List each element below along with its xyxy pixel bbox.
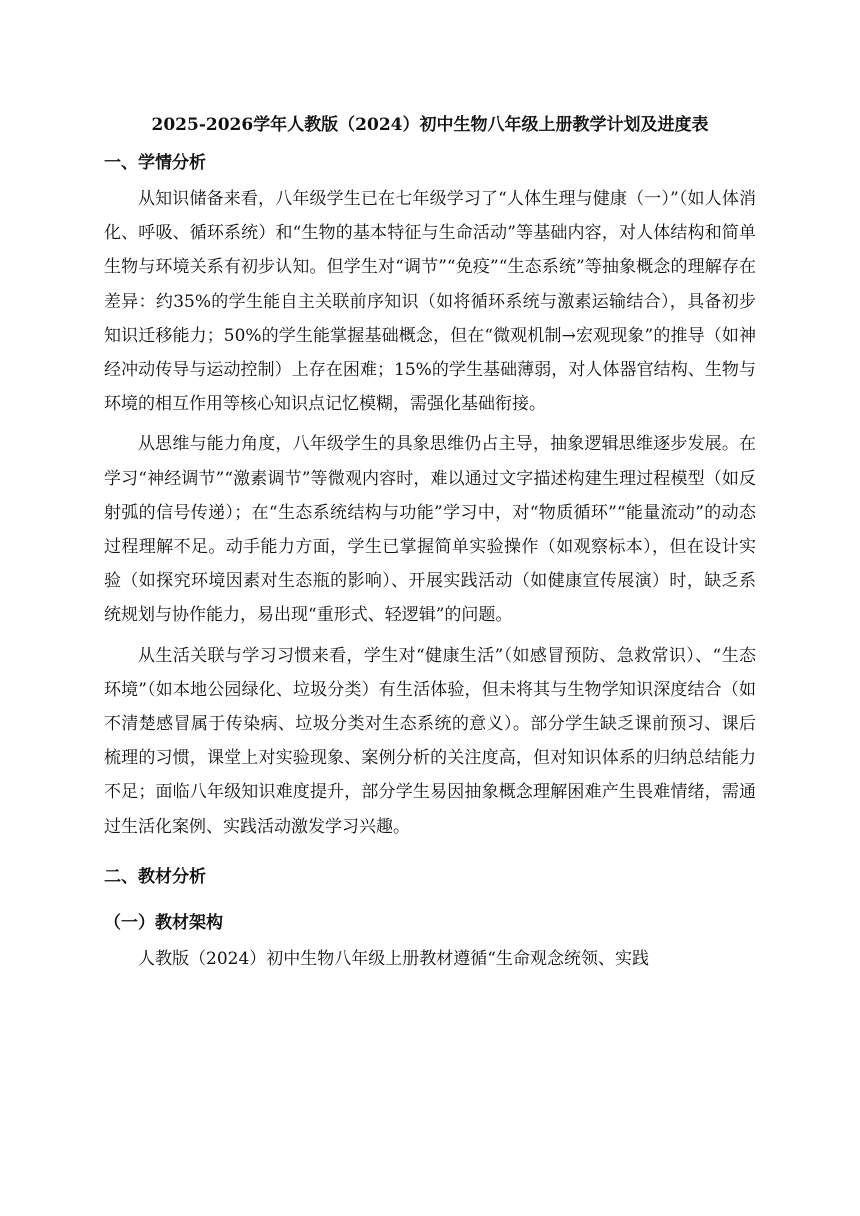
document-page (104, 108, 756, 976)
paragraph-textbook-structure: 人教版（2024）初中生物八年级上册教材遵循“生命观念统领、实践 (138, 948, 649, 969)
paragraph-life-habits: 从生活关联与学习习惯来看，学生对“健康生活”（如感冒预防、急救常识）、“生态环境”（如本地公园绿化、垃圾分类）有生活体验，但未将其与生物学知识深度结合（如不清楚感冒属于传染病、垃圾分类对生态系统的意义）。部分学生缺乏课前预习、课后梳理的习惯，课堂上对实验现象、案例分析的关注度高，但对知识体系的归纳总结能力不足；面临八年级知识难度提升，部分学生易因抽象概念理解困难产生畏难情绪，需通过生活化案例、实践活动激发学习兴趣。 (104, 645, 756, 837)
paragraph-knowledge-base: 从知识储备来看，八年级学生已在七年级学习了“人体生理与健康（一）”（如人体消化、呼吸、循环系统）和“生物的基本特征与生命活动”等基础内容，对人体结构和简单生物与环境关系有初步认知。但学生对“调节”“免疫”“生态系统”等抽象概念的理解存在差异：约35%的学生能自主关联前序知识（如将循环系统与激素运输结合），具备初步知识迁移能力；50%的学生能掌握基础概念，但在“微观机制→宏观现象”的推导（如神经冲动传导与运动控制）上存在困难；15%的学生基础薄弱，对人体器官结构、生物与环境的相互作用等核心知识点记忆模糊，需强化基础衔接。 (104, 189, 756, 415)
document-title: 2025-2026学年人教版（2024）初中生物八年级上册教学计划及进度表 (151, 115, 709, 135)
subsection-heading-textbook-structure: （一）教材架构 (104, 912, 223, 933)
section-heading-textbook-analysis: 二、教材分析 (104, 866, 206, 887)
paragraph-thinking-ability: 从思维与能力角度，八年级学生的具象思维仍占主导，抽象逻辑思维逐步发展。在学习“神经调节”“激素调节”等微观内容时，难以通过文字描述构建生理过程模型（如反射弧的信号传递）；在“生态系统结构与功能”学习中，对“物质循环”“能量流动”的动态过程理解不足。动手能力方面，学生已掌握简单实验操作（如观察标本），但在设计实验（如探究环境因素对生态瓶的影响）、开展实践活动（如健康宣传展演）时，缺乏系统规划与协作能力，易出现“重形式、轻逻辑”的问题。 (104, 434, 756, 626)
section-heading-learner-analysis: 一、学情分析 (104, 153, 206, 173)
